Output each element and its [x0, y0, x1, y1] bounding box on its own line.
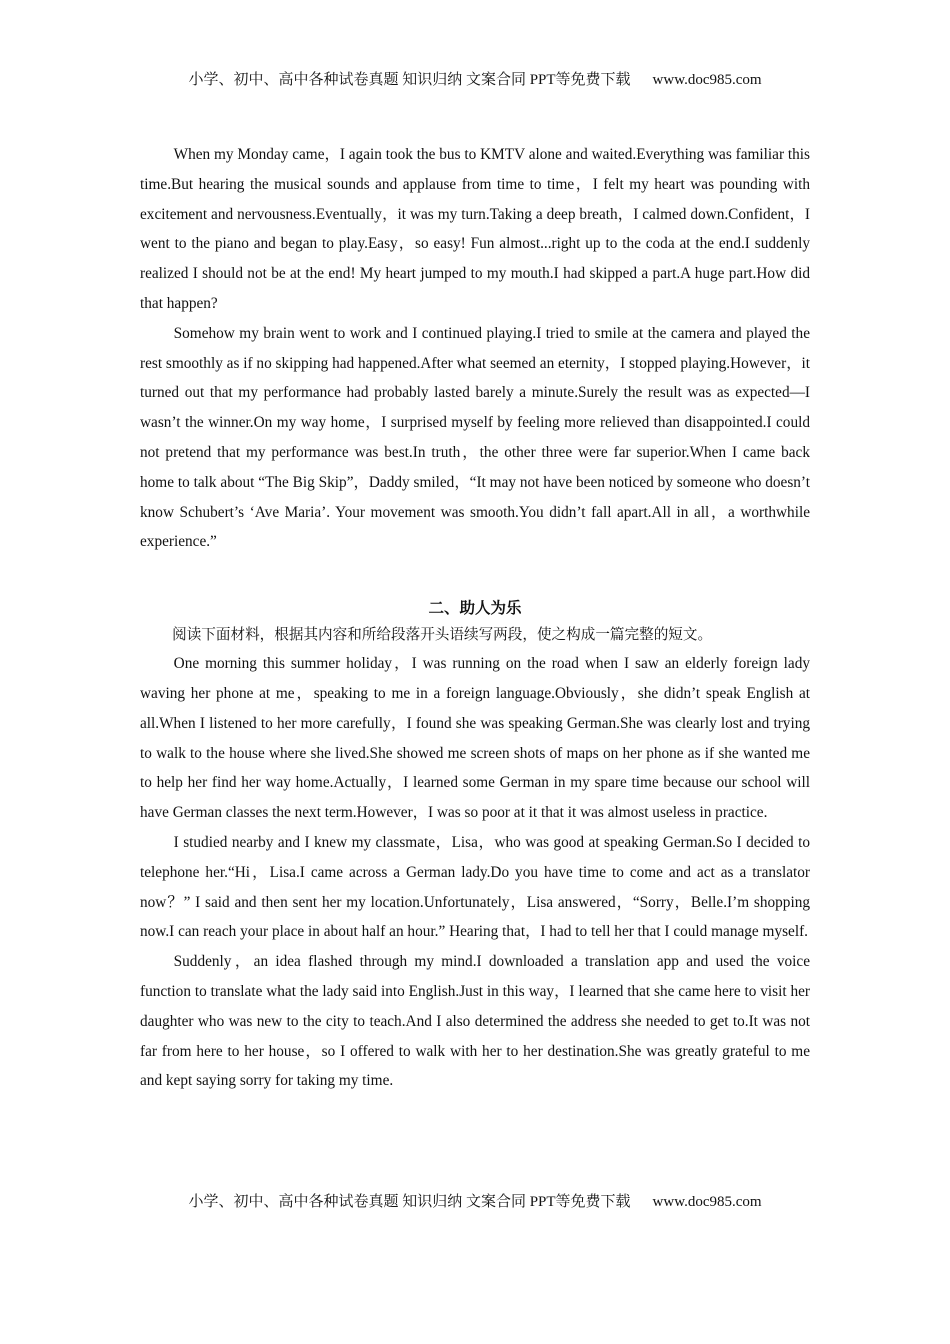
story1-paragraph-1: When my Monday came，I again took the bus to KMTV alone and waited.Everything was familiar this time.But hearing the musical sounds and applause from time to time，I felt my heart was pounding with excitement and nervousness.Eventually，it was my turn.Taking a deep breath，I calmed down.Confident，I went to the piano and began to play.Easy，so easy! Fun almost...right up to the coda at the end.I suddenly realized I should not be at the end! My heart jumped to my mouth.I had skipped a part.A huge part.How did that happen? — [140, 146, 810, 312]
section2-paragraph-2: I studied nearby and I knew my classmate，Lisa，who was good at speaking German.So I decided to telephone her.“Hi，Lisa.I came across a German lady.Do you have time to come and act as a translator now？” I said and then sent her my location.Unfortunately，Lisa answered，“Sorry，Belle.I’m shopping now.I can reach your place in about half an hour.” Hearing that，I had to tell her that I could manage myself. — [140, 833, 810, 941]
section-gap — [140, 557, 810, 595]
footer-site-link[interactable]: www.doc985.com — [652, 1194, 762, 1210]
section-title: 二、助人为乐 — [428, 599, 522, 618]
page-footer — [0, 1190, 950, 1211]
header-site-link[interactable]: www.doc985.com — [652, 72, 762, 88]
page-header — [0, 68, 950, 89]
footer-text: 小学、初中、高中各种试卷真题 知识归纳 文案合同 PPT等免费下载 — [188, 1194, 631, 1210]
section2-paragraph-3: Suddenly，an idea flashed through my mind.I downloaded a translation app and used the voice function to translate what the lady said into English.Just in this way，I learned that she came here to visit her daughter who was new to the city to teach.And I also determined the address she needed to get to.It was not far from here to her house，so I offered to walk with her to her destination.She was greatly grateful to me and kept saying sorry for taking my time. — [140, 953, 810, 1090]
document-body — [140, 140, 810, 1096]
section2-paragraph-1: One morning this summer holiday，I was running on the road when I saw an elderly foreign lady waving her phone at me，speaking to me in a foreign language.Obviously，she didn’t speak English at all.When I listened to her more carefully，I found she was speaking German.She was clearly lost and trying to walk to the house where she lived.She showed me screen shots of maps on her phone as if she wanted me to help her find her way home.Actually，I learned some German in my spare time because our school will have German classes the next term.However，I was so poor at it that it was almost useless in practice. — [140, 655, 810, 822]
header-text: 小学、初中、高中各种试卷真题 知识归纳 文案合同 PPT等免费下载 — [188, 72, 631, 88]
section-instruction: 阅读下面材料，根据其内容和所给段落开头语续写两段，使之构成一篇完整的短文。 — [172, 626, 713, 644]
story1-paragraph-2: Somehow my brain went to work and I continued playing.I tried to smile at the camera and played the rest smoothly as if no skipping had happened.After what seemed an eternity，I stopped playing.However，it turned out that my performance had probably lasted barely a minute.Surely the result was as expected—I wasn’t the winner.On my way home，I surprised myself by feeling more relieved than disappointed.I could not pretend that my performance was best.In truth，the other three were far superior.When I came back home to talk about “The Big Skip”，Daddy smiled，“It may not have been noticed by someone who doesn’t know Schubert’s ‘Ave Maria’. Your movement was smooth.You didn’t fall apart.All in all，a worthwhile experience.” — [140, 324, 810, 551]
